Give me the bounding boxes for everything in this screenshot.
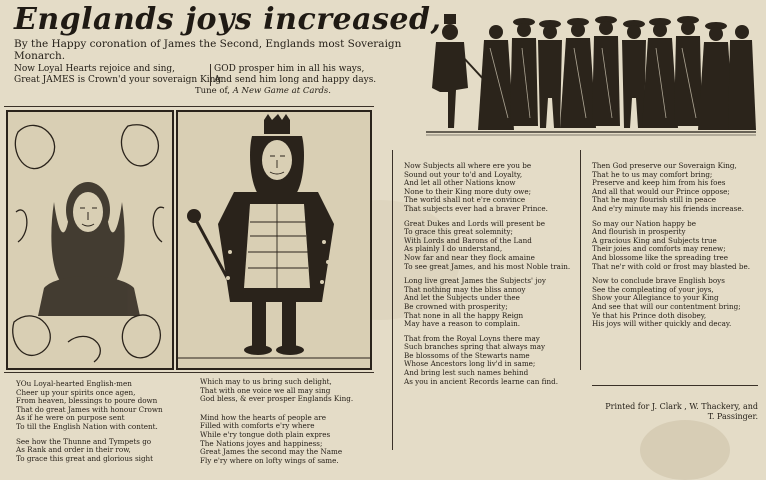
verse-line: To grace this great and glorious sight — [16, 453, 154, 463]
verse-line: Cheer up your spirits once agen, — [16, 387, 136, 397]
verse-line: Whose Ancestors long liv'd in same; — [404, 359, 536, 369]
verse-line: Then God preserve our Soveraign King, — [592, 161, 737, 170]
divider-rule — [392, 150, 393, 450]
broadside-title: Englands joys increased, — [14, 2, 442, 37]
verse-line: So may our Nation happy be — [592, 218, 696, 228]
printer-imprint: Printed for J. Clark , W. Thackery, and T. Passinger. — [605, 402, 758, 421]
verse-line: And see that will our contentment bring; — [592, 301, 741, 311]
verse-line: And blossome like the spreading tree — [592, 252, 729, 262]
stanza — [16, 380, 163, 432]
stanza — [592, 220, 750, 272]
verse-line: Now Subjects all where ere you be — [404, 161, 532, 170]
verse-line: To till the English Nation with content. — [16, 421, 158, 431]
verse-line: Be blossoms of the Stewarts name — [404, 350, 530, 360]
verse-column-2 — [200, 378, 353, 471]
verse-column-3 — [404, 162, 570, 392]
verse-line: And bring lest such names behind — [404, 368, 529, 378]
opening-line: Great JAMES is Crown'd your soveraign King — [14, 75, 222, 85]
tune-line — [195, 86, 331, 96]
stanza — [200, 378, 353, 404]
verse-line: Long live great James the Subjects' joy — [404, 276, 546, 286]
verse-line: To see great James, and his most Noble train. — [404, 261, 571, 271]
verse-line: That with one voice we all may sing — [200, 385, 331, 395]
divider-rule — [592, 385, 758, 386]
verse-line: Fly e'ry where on lofty wings of same. — [200, 455, 339, 465]
verse-line: Their joies and comforts may renew; — [592, 244, 726, 254]
stanza — [200, 414, 353, 466]
verse-line: As if he were on purpose sent — [16, 413, 125, 423]
verse-line: See how the Thunne and Tympets go — [16, 436, 152, 446]
verse-line: The world shall not e're convince — [404, 195, 526, 205]
verse-line: As plainly I do understand, — [404, 244, 503, 254]
verse-line: See the compleating of your joys, — [592, 284, 714, 294]
stanza — [404, 335, 570, 387]
verse-line: And e'ry minute may his friends increase. — [592, 203, 744, 213]
verse-line: That he to us may comfort bring; — [592, 169, 713, 179]
stanza — [404, 162, 570, 214]
verse-line: A gracious King and Subjects true — [592, 235, 717, 245]
verse-line: As you in ancient Records learne can find. — [404, 376, 558, 386]
tune-label: Tune of, — [195, 86, 231, 96]
verse-line: Now to conclude brave English boys — [592, 276, 725, 286]
verse-line: His joys will wither quickly and decay. — [592, 319, 732, 329]
verse-line: That do great James with honour Crown — [16, 404, 163, 414]
broadside-subtitle: By the Happy coronation of James the Second, Englands most Soveraign Monarch. — [14, 38, 402, 62]
stanza — [16, 438, 163, 464]
verse-line: Great James the second may the Name — [200, 447, 343, 457]
verse-line: Filled with comforts e'ry where — [200, 421, 315, 431]
verse-line: That from the Royal Loyns there may — [404, 333, 540, 343]
verse-line: May have a reason to complain. — [404, 319, 521, 329]
divider-rule — [4, 106, 374, 107]
verse-line: That nothing may the bliss annoy — [404, 284, 526, 294]
verse-line: To grace this great solemnity; — [404, 227, 513, 237]
portrait-woodcut — [6, 110, 174, 370]
verse-line: That ne'r with cold or frost may blasted be. — [592, 261, 751, 271]
verse-line: Be crowned with prosperity; — [404, 301, 508, 311]
verse-line: Which may to us bring such delight, — [200, 377, 332, 386]
verse-line: Now far and near they flock amaine — [404, 252, 535, 262]
stanza — [404, 277, 570, 329]
verse-line: God bless, & ever prosper Englands King. — [200, 394, 354, 404]
verse-line: And let the Subjects under thee — [404, 293, 520, 303]
verse-line: The Nations joyes and happiness; — [200, 438, 323, 448]
verse-line: And flourish in prosperity — [592, 227, 686, 237]
verse-line: That none in all the happy Reign — [404, 310, 524, 320]
verse-line: Great Dukes and Lords will present be — [404, 218, 545, 228]
divider-rule — [4, 372, 374, 373]
verse-line: That he may flourish still in peace — [592, 195, 716, 205]
verse-line: Show your Allegiance to your King — [592, 293, 719, 303]
king-woodcut — [176, 110, 372, 370]
verse-column-1 — [16, 380, 163, 469]
verse-line: Sound out your to'd and Loyalty, — [404, 169, 523, 179]
verse-line: That subjects ever had a braver Prince. — [404, 203, 548, 213]
verse-line: And let all other Nations know — [404, 178, 516, 188]
verse-line: YOu Loyal-hearted English-men — [16, 379, 132, 388]
verse-line: With Lords and Barons of the Land — [404, 235, 532, 245]
opening-line: GOD prosper him in all his ways, — [214, 64, 365, 74]
verse-line: While e'ry tongue doth plain expres — [200, 429, 331, 439]
verse-line: None to their King more duty owe; — [404, 186, 531, 196]
opening-line: And send him long and happy days. — [214, 75, 377, 85]
verse-line: As Rank and order in their row, — [16, 445, 131, 455]
stanza — [404, 220, 570, 272]
verse-line: Such branches spring that always may — [404, 342, 546, 352]
verse-line: From heaven, blessings to poure down — [16, 396, 158, 406]
stanza — [592, 277, 750, 329]
verse-line: Ye that his Prince doth disobey, — [592, 310, 707, 320]
opening-line: Now Loyal Hearts rejoice and sing, — [14, 64, 176, 74]
divider-rule — [580, 150, 581, 370]
verse-line: Preserve and keep him from his foes — [592, 178, 726, 188]
procession-woodcut — [426, 8, 756, 136]
stanza — [592, 162, 750, 214]
verse-line: Mind how the hearts of people are — [200, 412, 326, 422]
paper-stain — [640, 420, 730, 480]
verse-column-4 — [592, 162, 750, 335]
verse-line: And all that would our Prince oppose; — [592, 186, 730, 196]
tune-name: A New Game at Cards. — [232, 86, 331, 96]
